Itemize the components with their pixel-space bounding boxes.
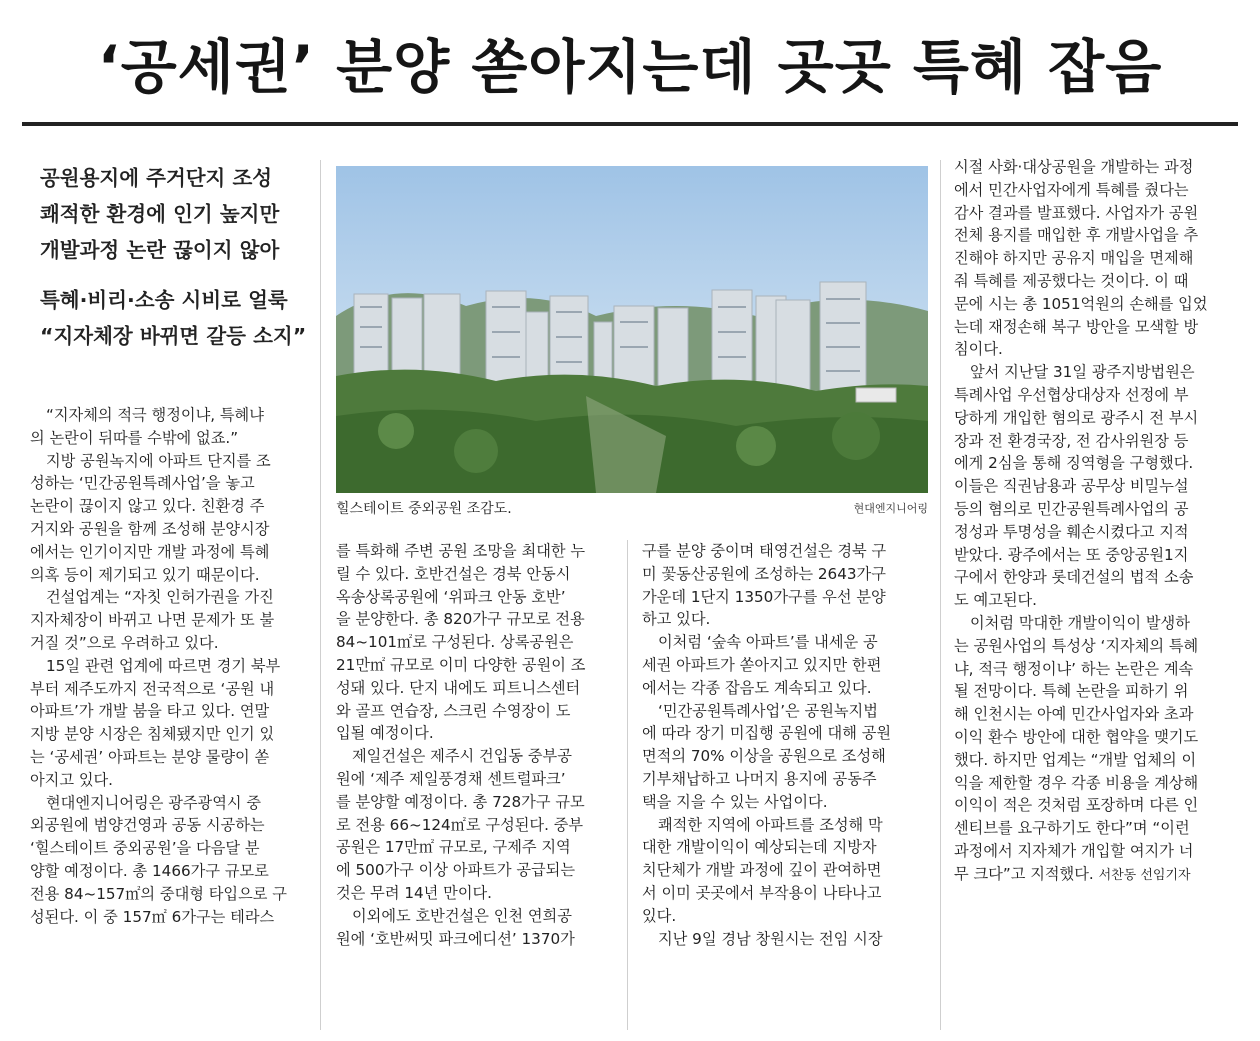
col2-line: 것은 무려 14년 만이다.	[336, 883, 493, 902]
col2-line: 를 특화해 주변 공원 조망을 최대한 누	[336, 542, 586, 560]
col4-line: 앞서 지난달 31일 광주지방법원은	[970, 363, 1195, 382]
col3-line: 쾌적한 지역에 아파트를 조성해 막	[658, 815, 883, 834]
rendering-illustration	[336, 166, 928, 493]
col2-line: 입될 예정이다.	[336, 724, 434, 743]
col2-line: 84~101㎡로 구성된다. 상록공원은	[336, 633, 574, 652]
byline: 서찬동 선임기자	[1098, 867, 1191, 883]
col2-line: 원에 ‘제주 제일풍경채 센트럴파크’	[336, 769, 566, 788]
photo-caption	[336, 498, 928, 518]
subhead-3: 개발과정 논란 끊이지 않아	[40, 238, 280, 262]
col4-line: 도 예고된다.	[954, 591, 1038, 610]
col1-line: 의 논란이 뒤따를 수밖에 없죠.”	[30, 428, 239, 447]
col3-line: 에서는 각종 잡음도 계속되고 있다.	[642, 678, 872, 697]
headline: ‘공세권’ 분양 쏟아지는데 곳곳 특혜 잡음	[97, 33, 1163, 101]
col2-line: 로 전용 66~124㎡로 구성된다. 중부	[336, 815, 584, 834]
column-divider-1	[320, 160, 321, 1030]
col3-line: 서 이미 곳곳에서 부작용이 나타나고	[642, 883, 882, 902]
col4-line: 센티브를 요구하기도 한다”며 “이런	[954, 819, 1190, 838]
col3-line: 대한 개발이익이 예상되는데 지방자	[642, 838, 877, 857]
col4-line: 침이다.	[954, 340, 1003, 359]
col4-line: 에서 민간사업자에게 특혜를 줬다는	[954, 180, 1189, 199]
col1-line: 성된다. 이 중 157㎡ 6가구는 테라스	[30, 907, 275, 926]
col4-line: 이익이 적은 것처럼 포장하며 다른 인	[954, 796, 1199, 815]
col2-line: 성돼 있다. 단지 내에도 피트니스센터	[336, 678, 581, 697]
col4-line: 이익 환수 방안에 대한 협약을 맺기도	[954, 727, 1199, 746]
column-divider-3	[940, 160, 941, 1030]
subheads	[40, 160, 310, 354]
col2-line: 와 골프 연습장, 스크린 수영장이 도	[336, 701, 571, 720]
col2-line: 옥송상록공원에 ‘위파크 안동 호반’	[336, 587, 566, 606]
col4-line: 는데 재정손해 복구 방안을 모색할 방	[954, 317, 1199, 336]
col2-line: 21만㎡ 규모로 이미 다양한 공원이 조	[336, 655, 586, 674]
col4-line: 문에 시는 총 1051억원의 손해를 입었	[954, 294, 1208, 313]
col4-line: 냐, 적극 행정이냐’ 하는 논란은 계속	[954, 659, 1194, 678]
col1-line: 지자체장이 바뀌고 나면 문제가 또 불	[30, 611, 275, 630]
col1-line: 지방 공원녹지에 아파트 단지를 조	[46, 451, 271, 470]
col2-line: 이외에도 호반건설은 인천 연희공	[352, 906, 572, 925]
col1-line: 지방 분양 시장은 침체됐지만 인기 있	[30, 725, 275, 744]
col4-last-line	[954, 863, 1240, 888]
col1-line: 아지고 있다.	[30, 770, 114, 789]
col4-line: 될 전망이다. 특혜 논란을 피하기 위	[954, 682, 1189, 701]
col1-line: 거질 것”으로 우려하고 있다.	[30, 633, 219, 652]
col1-line: 성하는 ‘민간공원특례사업’을 놓고	[30, 474, 255, 493]
col1-line: 건설업계는 “자칫 인허가권을 가진	[46, 588, 274, 607]
col3-line: 구를 분양 중이며 태영건설은 경북 구	[642, 542, 887, 560]
col1-line: 외공원에 범양건영과 공동 시공하는	[30, 816, 265, 835]
col2-line: 공원은 17만㎡ 규모로, 구제주 지역	[336, 838, 571, 857]
col4-line: 장과 전 환경국장, 전 감사위원장 등	[954, 431, 1189, 450]
subhead-gap	[40, 268, 310, 282]
col3-line: 가운데 1단지 1350가구를 우선 분양	[642, 587, 886, 606]
col4-line: 받았다. 광주에서는 또 중앙공원1지	[954, 545, 1189, 564]
article-column-2	[336, 540, 620, 950]
col1-line: ‘힐스테이트 중외공원’을 다음달 분	[30, 839, 260, 858]
col2-line: 에 500가구 이상 아파트가 공급되는	[336, 861, 576, 880]
col3-line: 세권 아파트가 쏟아지고 있지만 한편	[642, 655, 882, 674]
col4-line: 에게 2심을 통해 징역형을 구형했다.	[954, 454, 1194, 473]
col3-line: 지난 9일 경남 창원시는 전임 시장	[658, 929, 883, 948]
photo-credit: 현대엔지니어링	[853, 502, 928, 515]
col4-line: 했다. 하지만 업계는 “개발 업체의 이	[954, 750, 1197, 769]
col2-line: 을 분양한다. 총 820가구 규모로 전용	[336, 610, 585, 629]
col4-line: 당하게 개입한 혐의로 광주시 전 부시	[954, 408, 1199, 427]
col4-line: 과정에서 지자체가 개입할 여지가 너	[954, 841, 1194, 860]
col4-line: 감사 결과를 발표했다. 사업자가 공원	[954, 203, 1199, 222]
col3-line: 면적의 70% 이상을 공원으로 조성해	[642, 747, 886, 766]
subhead-2: 쾌적한 환경에 인기 높지만	[40, 202, 280, 226]
column-divider-2	[627, 540, 628, 1030]
col3-line: 있다.	[642, 906, 677, 925]
subhead-1: 공원용지에 주거단지 조성	[40, 166, 273, 190]
col1-line: 의혹 등이 제기되고 있기 때문이다.	[30, 565, 260, 584]
col3-line: ‘민간공원특례사업’은 공원녹지법	[658, 701, 878, 720]
col4-line: 등의 혐의로 민간공원특례사업의 공	[954, 499, 1189, 518]
subhead-4: 특혜·비리·소송 시비로 얼룩	[40, 288, 288, 312]
col4-line: 는 공원사업의 특성상 ‘지자체의 특혜	[954, 636, 1199, 655]
col1-line: 전용 84~157㎡의 중대형 타입으로 구	[30, 884, 287, 903]
article-column-1	[30, 404, 312, 928]
col3-line: 택을 지을 수 있는 사업이다.	[642, 792, 828, 811]
col1-line: 15일 관련 업계에 따르면 경기 북부	[46, 656, 281, 675]
col1-line: 논란이 끊이지 않고 있다. 친환경 주	[30, 497, 265, 516]
col4-line: 구에서 한양과 롯데건설의 법적 소송	[954, 568, 1194, 587]
col2-line: 원에 ‘호반써밋 파크에디션’ 1370가	[336, 929, 575, 948]
complex-rendering-photo	[336, 166, 928, 493]
col4-line: 시절 사화·대상공원을 개발하는 과정	[954, 158, 1194, 176]
caption-text: 힐스테이트 중외공원 조감도.	[336, 501, 512, 517]
col4-line: 전체 용지를 매입한 후 개발사업을 추	[954, 226, 1199, 245]
col4-line: 이들은 직권남용과 공무상 비밀누설	[954, 477, 1189, 496]
col3-line: 치단체가 개발 과정에 깊이 관여하면	[642, 861, 882, 880]
col3-line: 하고 있다.	[642, 610, 711, 629]
col2-line: 제일건설은 제주시 건입동 중부공	[352, 747, 572, 766]
col4-line: 줘 특혜를 제공했다는 것이다. 이 때	[954, 271, 1189, 290]
col4-line: 진해야 하지만 공유지 매입을 면제해	[954, 249, 1194, 268]
col2-line: 를 분양할 예정이다. 총 728가구 규모	[336, 792, 585, 811]
col1-line: 현대엔지니어링은 광주광역시 중	[46, 793, 262, 812]
col4-line: 무 크다”고 지적했다.	[954, 864, 1094, 883]
col1-line: “지자체의 적극 행정이냐, 특혜냐	[46, 406, 264, 424]
headline-rule	[22, 122, 1238, 126]
col2-line: 릴 수 있다. 호반건설은 경북 안동시	[336, 564, 571, 583]
col1-line: 양할 예정이다. 총 1466가구 규모로	[30, 861, 269, 880]
col3-line: 기부채납하고 나머지 용지에 공동주	[642, 769, 877, 788]
article-column-3	[642, 540, 932, 950]
col1-line: 아파트’가 개발 붐을 타고 있다. 연말	[30, 702, 270, 721]
col4-line: 해 인천시는 아예 민간사업자와 초과	[954, 705, 1194, 724]
col3-line: 미 꽃동산공원에 조성하는 2643가구	[642, 564, 886, 583]
col4-line: 이처럼 막대한 개발이익이 발생하	[970, 613, 1190, 632]
col4-line: 특례사업 우선협상대상자 선정에 부	[954, 385, 1189, 404]
col1-line: 에서는 인기이지만 개발 과정에 특혜	[30, 542, 270, 561]
col4-line: 정성과 투명성을 훼손시켰다고 지적	[954, 522, 1189, 541]
col1-line: 는 ‘공세권’ 아파트는 분양 물량이 쏟	[30, 747, 270, 766]
col1-line: 거지와 공원을 함께 조성해 분양시장	[30, 519, 270, 538]
article-column-4	[954, 156, 1240, 888]
col1-line: 부터 제주도까지 전국적으로 ‘공원 내	[30, 679, 275, 698]
col3-line: 에 따라 장기 미집행 공원에 대해 공원	[642, 724, 892, 743]
subhead-5: “지자체장 바뀌면 갈등 소지”	[40, 324, 307, 348]
col4-line: 익을 제한할 경우 각종 비용을 계상해	[954, 773, 1199, 792]
col3-line: 이처럼 ‘숲속 아파트’를 내세운 공	[658, 633, 878, 652]
